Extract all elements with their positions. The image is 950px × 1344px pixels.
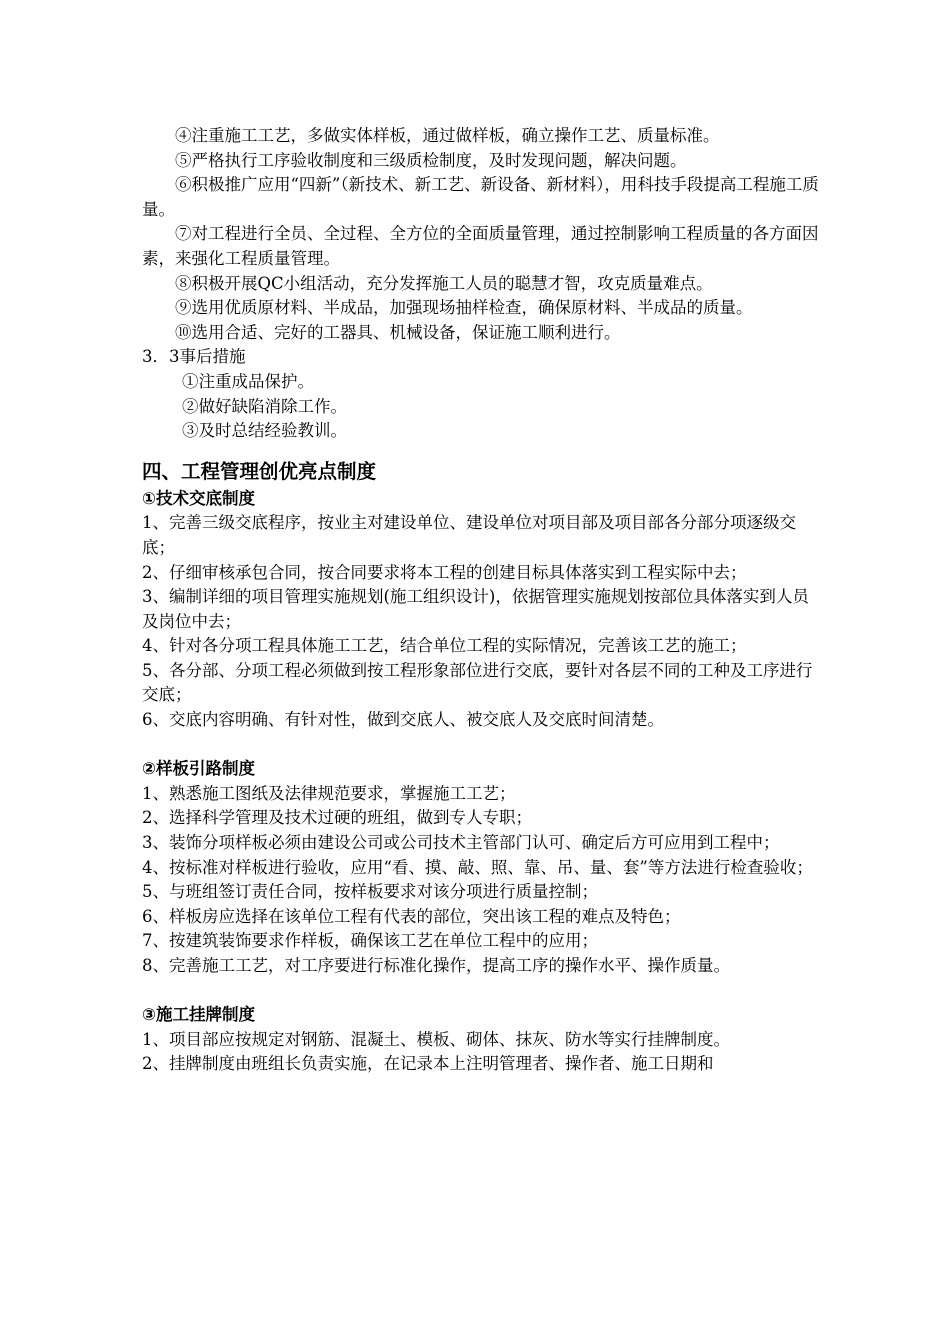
after-measure-item-3: ③及时总结经验教训。 xyxy=(182,421,347,441)
after-measure-item-2: ②做好缺陷消除工作。 xyxy=(182,396,347,416)
measure-item-4: ④注重施工工艺，多做实体样板，通过做样板，确立操作工艺、质量标准。 xyxy=(175,126,720,145)
list-item: 1、完善三级交底程序，按业主对建设单位、建设单位对项目部及项目部各分部分项逐级交底； xyxy=(142,513,796,557)
list-item: 3、装饰分项样板必须由建设公司或公司技术主管部门认可、确定后方可应用到工程中； xyxy=(142,833,780,853)
list-item: 5、各分部、分项工程必须做到按工程形象部位进行交底，要针对各层不同的工种及工序进行交底； xyxy=(142,660,813,705)
list-item: 8、完善施工工艺，对工序要进行标准化操作，提高工序的操作水平、操作质量。 xyxy=(142,956,730,975)
measure-item-9: ⑨选用优质原材料、半成品，加强现场抽样检查，确保原材料、半成品的质量。 xyxy=(175,298,753,318)
list-item: 1、项目部应按规定对钢筋、混凝土、模板、砌体、抹灰、防水等实行挂牌制度。 xyxy=(142,1029,730,1049)
section-heading: 四、工程管理创优亮点制度 xyxy=(142,459,377,483)
list-item: 7、按建筑装饰要求作样板，确保该工艺在单位工程中的应用； xyxy=(142,931,598,951)
subsection-heading: 3．3事后措施 xyxy=(142,347,246,367)
list-item: 3、编制详细的项目管理实施规划(施工组织设计)，依据管理实施规划按部位具体落实到人员及岗位中去； xyxy=(142,587,809,631)
list-item: 6、交底内容明确、有针对性，做到交底人、被交底人及交底时间清楚。 xyxy=(142,710,664,730)
after-measure-item-1: ①注重成品保护。 xyxy=(182,371,314,391)
measure-item-7: ⑦对工程进行全员、全过程、全方位的全面质量管理，通过控制影响工程质量的各方面因素，来强化工程质量管理。 xyxy=(142,224,819,268)
block-title-sample-guide: ②样板引路制度 xyxy=(142,759,255,779)
list-item: 2、挂牌制度由班组长负责实施，在记录本上注明管理者、操作者、施工日期和 xyxy=(142,1054,714,1074)
list-item: 4、针对各分项工程具体施工工艺，结合单位工程的实际情况，完善该工艺的施工； xyxy=(142,636,747,656)
block-title-technical-disclosure: ①技术交底制度 xyxy=(142,488,255,508)
measure-item-8: ⑧积极开展QC小组活动，充分发挥施工人员的聪慧才智，攻克质量难点。 xyxy=(175,273,713,293)
list-item: 6、样板房应选择在该单位工程有代表的部位，突出该工程的难点及特色； xyxy=(142,906,681,926)
list-item: 5、与班组签订责任合同，按样板要求对该分项进行质量控制； xyxy=(142,882,598,902)
measure-item-10: ⑩选用合适、完好的工器具、机械设备，保证施工顺利进行。 xyxy=(175,322,621,342)
list-item: 2、选择科学管理及技术过硬的班组，做到专人专职； xyxy=(142,808,532,828)
list-item: 2、仔细审核承包合同，按合同要求将本工程的创建目标具体落实到工程实际中去； xyxy=(142,562,747,582)
measure-item-5: ⑤严格执行工序验收制度和三级质检制度，及时发现问题，解决问题。 xyxy=(175,150,687,170)
measure-item-6: ⑥积极推广应用“四新”（新技术、新工艺、新设备、新材料），用科技手段提高工程施工质量。 xyxy=(142,175,819,219)
list-item: 4、按标准对样板进行验收，应用“看、摸、敲、照、靠、吊、量、套”等方法进行检查验收； xyxy=(142,857,813,877)
list-item: 1、熟悉施工图纸及法律规范要求，掌握施工工艺； xyxy=(142,783,516,803)
document-body xyxy=(142,124,822,1077)
block-title-construction-tagging: ③施工挂牌制度 xyxy=(142,1005,255,1025)
